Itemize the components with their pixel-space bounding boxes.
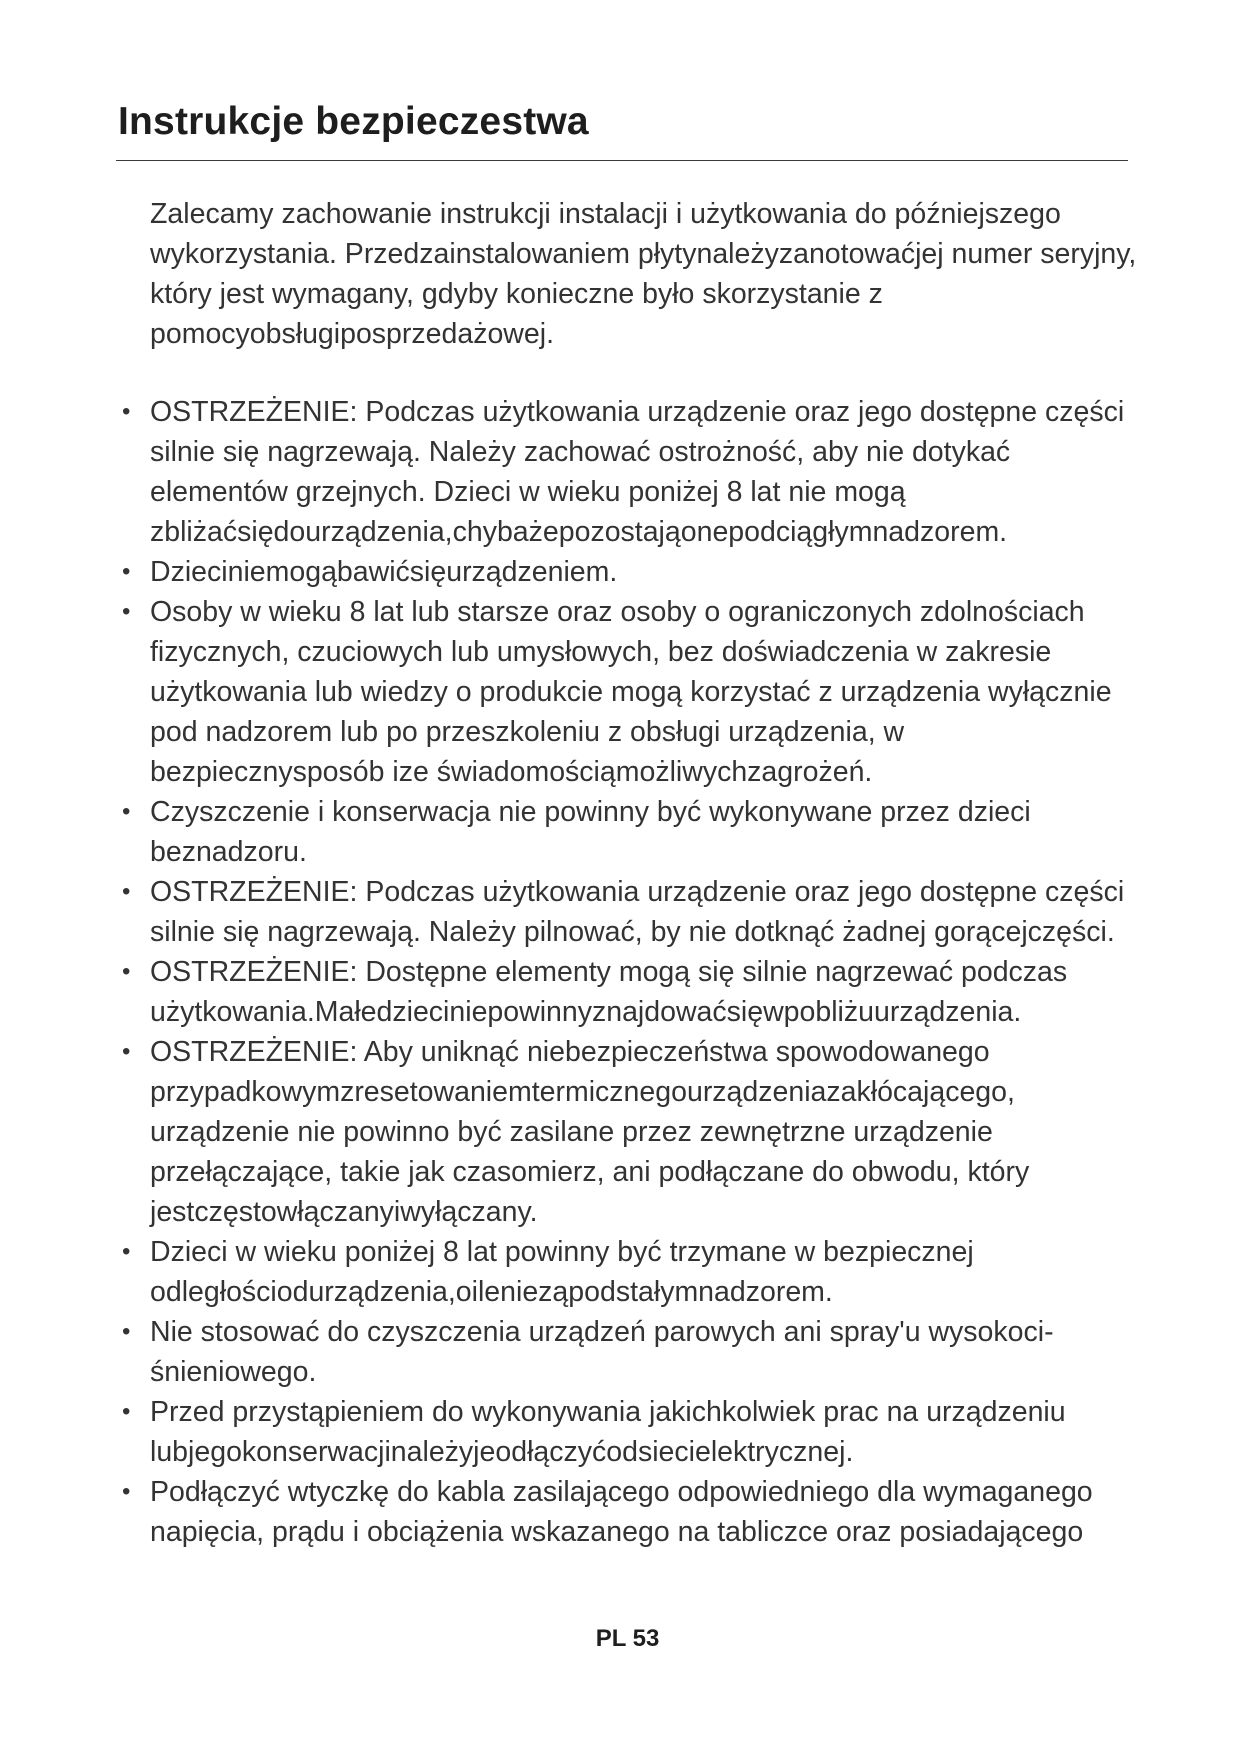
list-item [122, 952, 1140, 1032]
bullet-marker: • [122, 1238, 131, 1265]
list-item [122, 552, 1140, 592]
list-item-text: Nie stosować do czyszczenia urządzeń parowych ani spray'u wysokoci- śnieniowego. [150, 1316, 1054, 1388]
list-item [122, 1312, 1140, 1392]
bullet-marker: • [122, 398, 131, 425]
bullet-marker: • [122, 598, 131, 625]
intro-paragraph: Zalecamy zachowanie instrukcji instalacji i użytkowania do późniejszego wykorzystania. Przedzainstalowaniem płytynależyzanotowaćjej numer seryjny, który jest wymagany, gdyby konieczne było skorzystanie z pomocyobsługiposprzedażowej. [150, 198, 1137, 350]
list-item-text: OSTRZEŻENIE: Dostępne elementy mogą się silnie nagrzewać podczas użytkowania.Małedzieciniepowinnyznajdowaćsięwpobliżuurządzenia. [150, 956, 1068, 1028]
list-item [122, 1472, 1140, 1552]
bullet-marker: • [122, 958, 131, 985]
title-divider [116, 160, 1128, 161]
bullet-marker: • [122, 558, 131, 585]
list-item-text: OSTRZEŻENIE: Podczas użytkowania urządzenie oraz jego dostępne części silnie się nagrzewają. Należy pilnować, by nie dotknąć żadnej gorącejczęści. [150, 876, 1125, 948]
bullet-marker: • [122, 1478, 131, 1505]
list-item-text: OSTRZEŻENIE: Aby uniknąć niebezpieczeństwa spowodowanego przypadkowymzresetowaniemtermicznegourządzeniazakłócającego, urządzenie nie powinno być zasilane przez zewnętrzne urządzenie przełączające, takie jak czasomierz, ani podłączane do obwodu, który jestczęstowłączanyiwyłączany. [150, 1036, 1030, 1228]
list-item [122, 392, 1140, 552]
bullet-marker: • [122, 1038, 131, 1065]
list-item [122, 592, 1140, 792]
bullet-marker: • [122, 798, 131, 825]
list-item-text: Dzieci w wieku poniżej 8 lat powinny być trzymane w bezpiecznej odległościodurządzenia,oilenieząpodstałymnadzorem. [150, 1236, 974, 1308]
bullet-marker: • [122, 878, 131, 905]
list-item [122, 792, 1140, 872]
list-item-text: Podłączyć wtyczkę do kabla zasilającego odpowiedniego dla wymaganego napięcia, prądu i obciążenia wskazanego na tabliczce oraz posiadającego [150, 1476, 1093, 1548]
safety-warnings-list [122, 392, 1140, 1552]
list-item [122, 1392, 1140, 1472]
page-number: PL 53 [595, 1625, 660, 1652]
page-title: Instrukcje bezpieczestwa [118, 100, 589, 143]
bullet-marker: • [122, 1318, 131, 1345]
list-item-text: Czyszczenie i konserwacja nie powinny być wykonywane przez dzieci beznadzoru. [150, 796, 1031, 868]
list-item-text: Przed przystąpieniem do wykonywania jakichkolwiek prac na urządzeniu lubjegokonserwacjinależyjeodłączyćodsiecielektrycznej. [150, 1396, 1066, 1468]
list-item-text: OSTRZEŻENIE: Podczas użytkowania urządzenie oraz jego dostępne części silnie się nagrzewają. Należy zachować ostrożność, aby nie dotykać elementów grzejnych. Dzieci w wieku poniżej 8 lat nie mogą zbliżaćsiędourządzenia,chybażepozostająonepodciągłymnadzorem. [150, 396, 1125, 548]
list-item-text: Osoby w wieku 8 lat lub starsze oraz osoby o ograniczonych zdolnościach fizycznych, czuciowych lub umysłowych, bez doświadczenia w zakresie użytkowania lub wiedzy o produkcie mogą korzystać z urządzenia wyłącznie pod nadzorem lub po przeszkoleniu z obsługi urządzenia, w bezpiecznysposób ize świadomościąmożliwychzagrożeń. [150, 596, 1112, 788]
list-item [122, 1032, 1140, 1232]
list-item-text: Dzieciniemogąbawićsięurządzeniem. [150, 556, 618, 588]
list-item [122, 872, 1140, 952]
list-item [122, 1232, 1140, 1312]
bullet-marker: • [122, 1398, 131, 1425]
